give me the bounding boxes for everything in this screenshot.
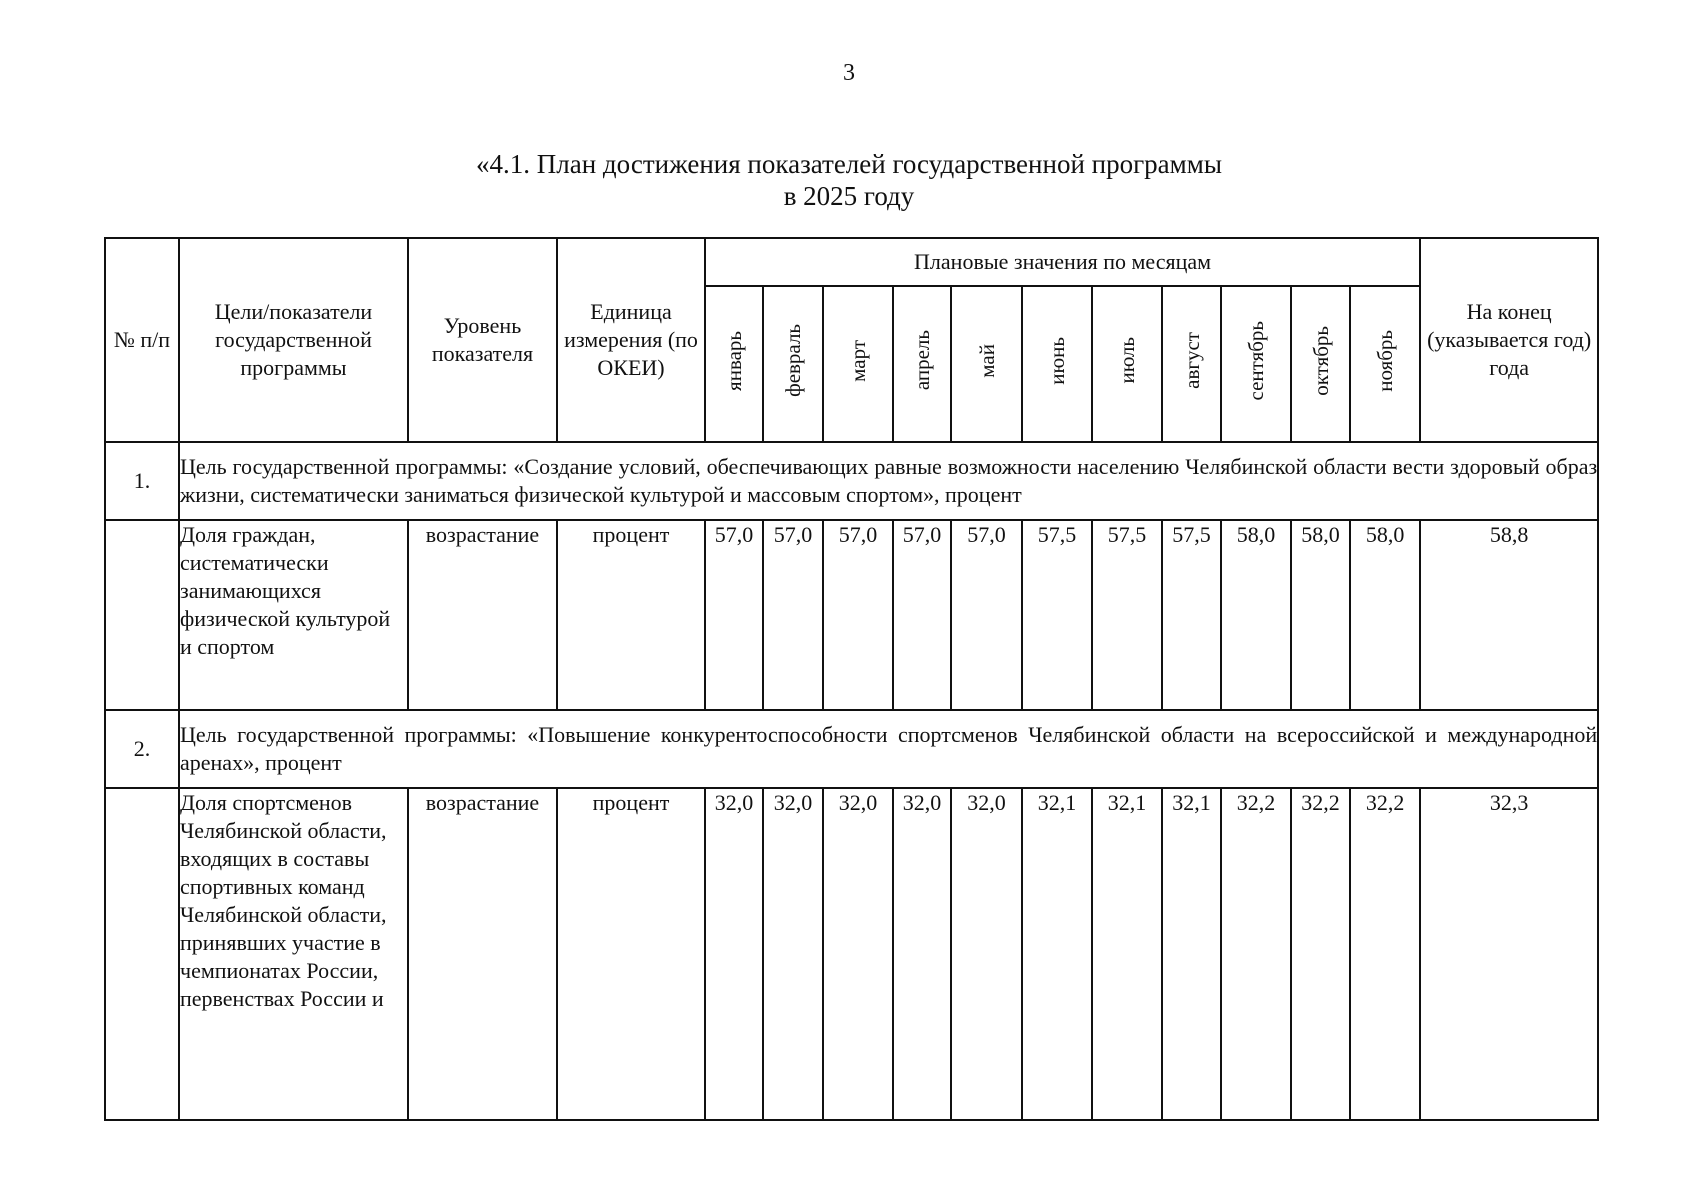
month-value: 58,0: [1221, 520, 1291, 710]
title-line-1: «4.1. План достижения показателей государственной программы: [476, 149, 1222, 179]
header-month: [763, 286, 823, 442]
table-row-goal: [105, 710, 1598, 788]
end-value: 32,3: [1420, 788, 1598, 1120]
header-goal: Цели/показатели государственной программы: [179, 238, 408, 442]
header-month: [1350, 286, 1420, 442]
month-label: октябрь: [1308, 325, 1333, 396]
indicator-name: Доля граждан, систематически занимающихся физической культурой и спортом: [179, 520, 408, 710]
indicator-unit: процент: [557, 520, 705, 710]
table-row-indicator: [105, 520, 1598, 710]
month-value: 57,0: [823, 520, 893, 710]
indicator-unit: процент: [557, 788, 705, 1120]
month-value: 57,0: [705, 520, 763, 710]
page-number: 3: [843, 60, 855, 86]
month-label: январь: [722, 330, 746, 391]
month-value: 32,0: [893, 788, 951, 1120]
header-month: [705, 286, 763, 442]
header-month: [823, 286, 893, 442]
month-value: 57,5: [1092, 520, 1162, 710]
month-value: 57,5: [1162, 520, 1221, 710]
table-row-indicator: [105, 788, 1598, 1120]
month-value: 32,0: [705, 788, 763, 1120]
header-month: [1291, 286, 1350, 442]
header-month: [1221, 286, 1291, 442]
month-label: февраль: [781, 324, 805, 397]
month-value: 32,0: [951, 788, 1022, 1120]
month-value: 32,0: [823, 788, 893, 1120]
month-value: 57,5: [1022, 520, 1092, 710]
header-level: Уровень показателя: [408, 238, 557, 442]
empty-cell: [105, 520, 179, 710]
month-value: 57,0: [763, 520, 823, 710]
title-line-2: в 2025 году: [783, 181, 915, 211]
row-number: 2.: [105, 710, 179, 788]
document-title: [0, 148, 1698, 212]
header-num: № п/п: [105, 238, 179, 442]
indicator-name: Доля спортсменов Челябинской области, входящих в составы спортивных команд Челябинской области, принявших участие в чемпионатах России, первенствах России и: [179, 788, 408, 1120]
goal-text: Цель государственной программы: «Создание условий, обеспечивающих равные возможности населению Челябинской области вести здоровый образ жизни, систематически заниматься физической культурой и массовым спортом», процент: [179, 442, 1598, 520]
end-value: 58,8: [1420, 520, 1598, 710]
month-label: сентябрь: [1244, 320, 1268, 401]
header-month: [1162, 286, 1221, 442]
month-value: 32,1: [1092, 788, 1162, 1120]
goal-text: Цель государственной программы: «Повышение конкурентоспособности спортсменов Челябинской области на всероссийской и международной аренах», процент: [179, 710, 1598, 788]
month-value: 32,1: [1162, 788, 1221, 1120]
header-row-1: [105, 238, 1598, 286]
empty-cell: [105, 788, 179, 1120]
month-label: май: [974, 343, 999, 378]
header-month: [893, 286, 951, 442]
month-label: июнь: [1045, 336, 1069, 385]
month-value: 32,0: [763, 788, 823, 1120]
header-monthly: Плановые значения по месяцам: [705, 238, 1420, 286]
month-value: 32,2: [1291, 788, 1350, 1120]
month-label: июль: [1115, 337, 1139, 384]
header-unit: Единица измерения (по ОКЕИ): [557, 238, 705, 442]
indicator-level: возрастание: [408, 788, 557, 1120]
month-label: август: [1179, 332, 1204, 389]
header-month: [951, 286, 1022, 442]
month-value: 57,0: [893, 520, 951, 710]
month-label: апрель: [910, 330, 934, 391]
header-month: [1092, 286, 1162, 442]
month-value: 57,0: [951, 520, 1022, 710]
header-month: [1022, 286, 1092, 442]
header-end: На конец (указывается год) года: [1420, 238, 1598, 442]
month-value: 58,0: [1291, 520, 1350, 710]
plan-table: [104, 237, 1599, 1121]
month-value: 32,1: [1022, 788, 1092, 1120]
month-label: ноябрь: [1373, 329, 1398, 392]
row-number: 1.: [105, 442, 179, 520]
month-value: 32,2: [1350, 788, 1420, 1120]
month-value: 32,2: [1221, 788, 1291, 1120]
month-value: 58,0: [1350, 520, 1420, 710]
table-row-goal: [105, 442, 1598, 520]
indicator-level: возрастание: [408, 520, 557, 710]
month-label: март: [846, 339, 870, 382]
